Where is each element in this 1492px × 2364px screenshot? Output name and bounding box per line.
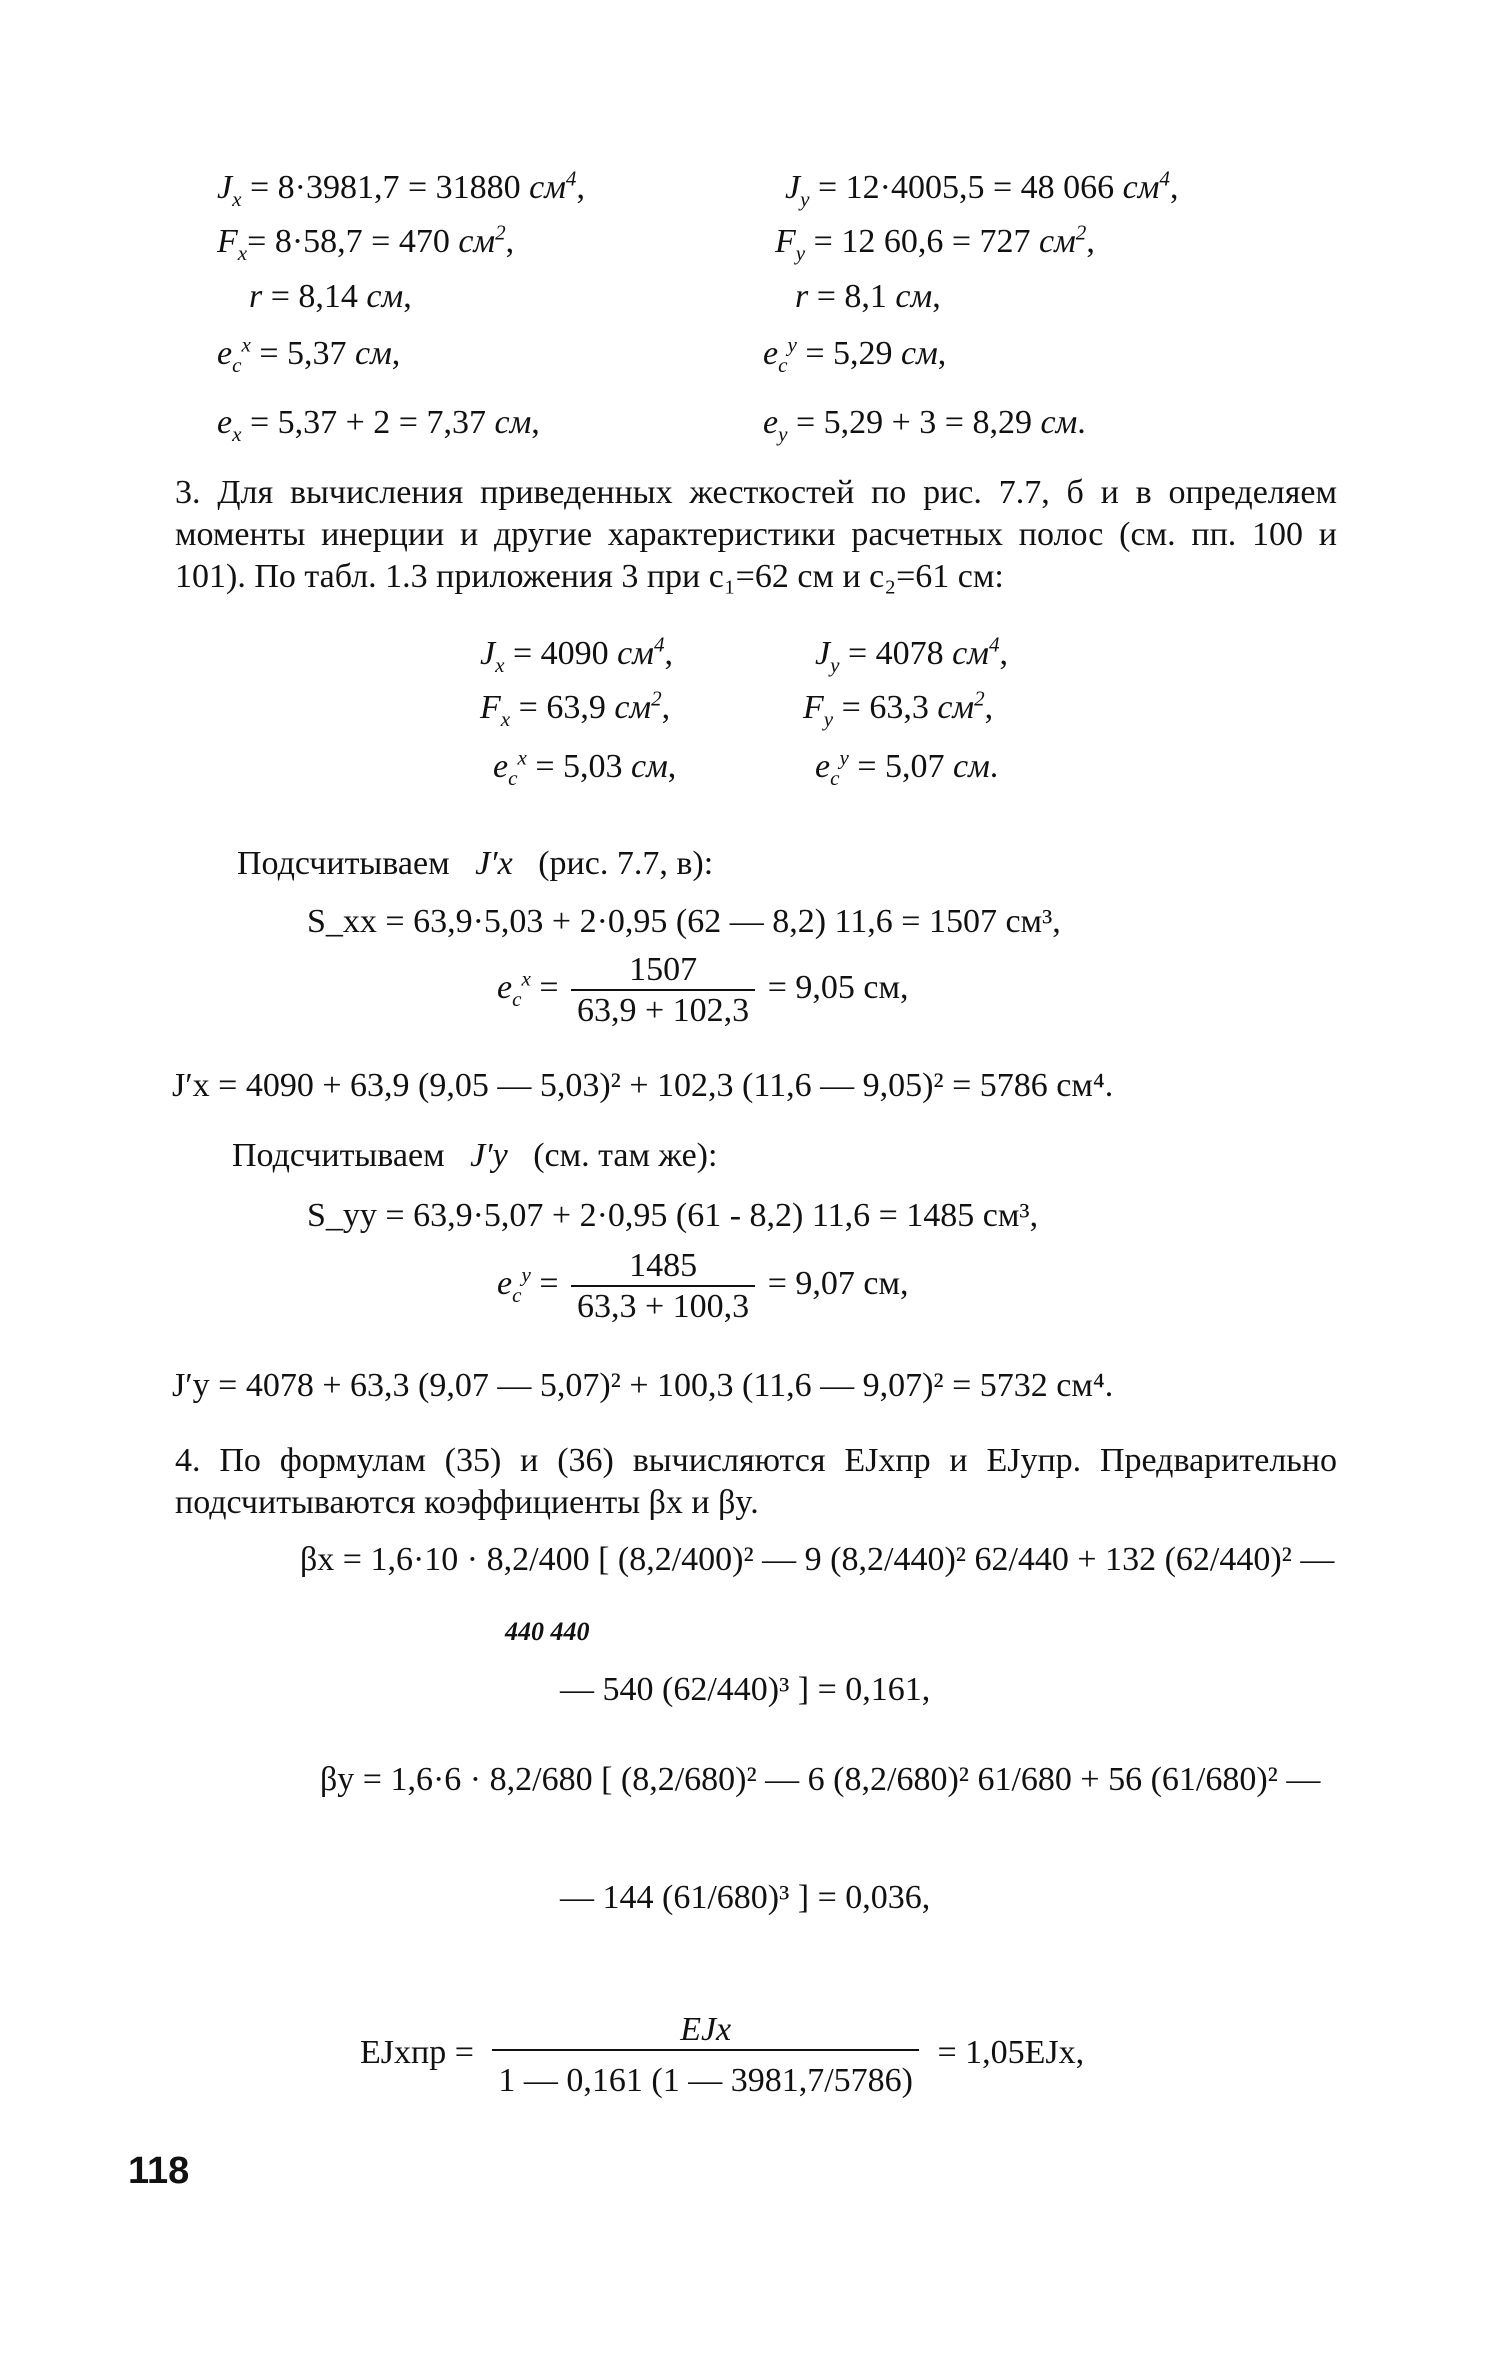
formula-fx-2: $F_x = 63,9$ $см^2$, bbox=[480, 686, 671, 731]
paragraph-3: 3. Для вычисления приведенных жесткостей по рис. 7.7, б и в определяем моменты инерции и другие характеристики расчетных полос (см. пп. 100 и 101). По табл. 1.3 приложения 3 при c₁=62 см и c₂=61 см: bbox=[175, 474, 1337, 595]
formula-ecx-2: $e_c^x = 5,03$ см, bbox=[493, 745, 677, 790]
ejx-num: EJx bbox=[680, 2011, 732, 2048]
count-lead: Подсчитываем bbox=[232, 1137, 445, 1174]
formula-ey: $e_y = 5,29 + 3 = 8,29$ см. bbox=[763, 404, 1086, 446]
formula-beta-x-1: βx = 1,6·10 · 8,2/400 [ (8,2/400)² — 9 (8,2/440)² 62/440 + 132 (62/440)² — bbox=[300, 1541, 1335, 1578]
formula-sxx: S_xx = 63,9·5,03 + 2·0,95 (62 — 8,2) 11,6 = 1507 см³, bbox=[307, 903, 1061, 940]
formula-ecy-fraction: $e_c^y$ = $\frac{1485}{63,3 + 100,3}$ = 9,07 см, bbox=[497, 1247, 909, 1326]
count-tail: (рис. 7.7, в): bbox=[538, 845, 714, 882]
formula-jy: $J_y = 12\cdot 4005,5 = 48$ 066 $см^4$, bbox=[785, 166, 1179, 211]
count-jx-line bbox=[237, 844, 713, 884]
fraction-result: = 9,05 см, bbox=[767, 968, 909, 1006]
paragraph-4: 4. По формулам (35) и (36) вычисляются EJxпр и EJyпр. Предварительно подсчитываются коэффициенты βx и βy. bbox=[175, 1442, 1337, 1521]
count-jy-line bbox=[232, 1136, 717, 1176]
count-tail: (см. там же): bbox=[533, 1137, 718, 1174]
ejx-lhs: EJxпр = bbox=[360, 2033, 474, 2071]
formula-ejx-pr bbox=[360, 2010, 1084, 2100]
formula-fy: $F_y = 12$ 60,6 = 727 $см^2$, bbox=[775, 220, 1095, 265]
fraction-den: 63,3 + 100,3 bbox=[571, 1285, 755, 1326]
ejx-den: 1 — 0,161 (1 — 3981,7/5786) bbox=[492, 2049, 919, 2100]
count-symbol: J′x bbox=[475, 845, 513, 882]
formula-rx: r = 8,14 см, bbox=[249, 278, 412, 315]
formula-ecy: $e_c^y = 5,29$ см, bbox=[763, 332, 947, 377]
formula-ecy-2: $e_c^y = 5,07$ см. bbox=[815, 745, 999, 790]
formula-ecx-fraction: $e_c^x$ = $\frac{1507}{63,9 + 102,3}$ = 9,05 см, bbox=[497, 951, 909, 1030]
formula-beta-x-2: — 540 (62/440)³ ] = 0,161, bbox=[560, 1671, 931, 1708]
formula-fx: $F_x= 8\cdot 58,7 = 470$ $см^2$, bbox=[217, 220, 515, 265]
formula-jx-2: $J_x = 4090$ $см^4$, bbox=[480, 632, 673, 677]
formula-jy-prime: J′y = 4078 + 63,3 (9,07 — 5,07)² + 100,3 (11,6 — 9,07)² = 5732 см⁴. bbox=[172, 1367, 1114, 1404]
handwritten-correction: 440 440 bbox=[505, 1617, 590, 1646]
ejx-result: = 1,05EJx, bbox=[937, 2033, 1085, 2071]
formula-syy: S_yy = 63,9·5,07 + 2·0,95 (61 - 8,2) 11,6 = 1485 см³, bbox=[307, 1197, 1039, 1234]
formula-ex: $e_x = 5,37 + 2 = 7,37$ см, bbox=[217, 404, 540, 446]
count-lead: Подсчитываем bbox=[237, 845, 450, 882]
formula-jy-2: $J_y = 4078$ $см^4$, bbox=[815, 632, 1008, 677]
formula-ry: r = 8,1 см, bbox=[795, 278, 941, 315]
fraction-num: 1485 bbox=[629, 1247, 698, 1284]
formula-beta-y-2: — 144 (61/680)³ ] = 0,036, bbox=[560, 1879, 931, 1916]
formula-fy-2: $F_y = 63,3$ $см^2$, bbox=[803, 686, 994, 731]
fraction-result: = 9,07 см, bbox=[767, 1264, 909, 1302]
formula-ecx: $e_c^x = 5,37$ см, bbox=[217, 332, 401, 377]
fraction-num: 1507 bbox=[629, 951, 698, 988]
page-number: 118 bbox=[128, 2150, 190, 2192]
formula-beta-y-1: βy = 1,6·6 · 8,2/680 [ (8,2/680)² — 6 (8,2/680)² 61/680 + 56 (61/680)² — bbox=[320, 1761, 1321, 1798]
formula-jx: $J_x = 8\cdot 3981,7 = 31880$ $см^4$, bbox=[217, 166, 585, 211]
count-symbol: J′y bbox=[470, 1137, 508, 1174]
formula-jx-prime: J′x = 4090 + 63,9 (9,05 — 5,03)² + 102,3 (11,6 — 9,05)² = 5786 см⁴. bbox=[172, 1067, 1114, 1104]
fraction-den: 63,9 + 102,3 bbox=[571, 989, 755, 1030]
